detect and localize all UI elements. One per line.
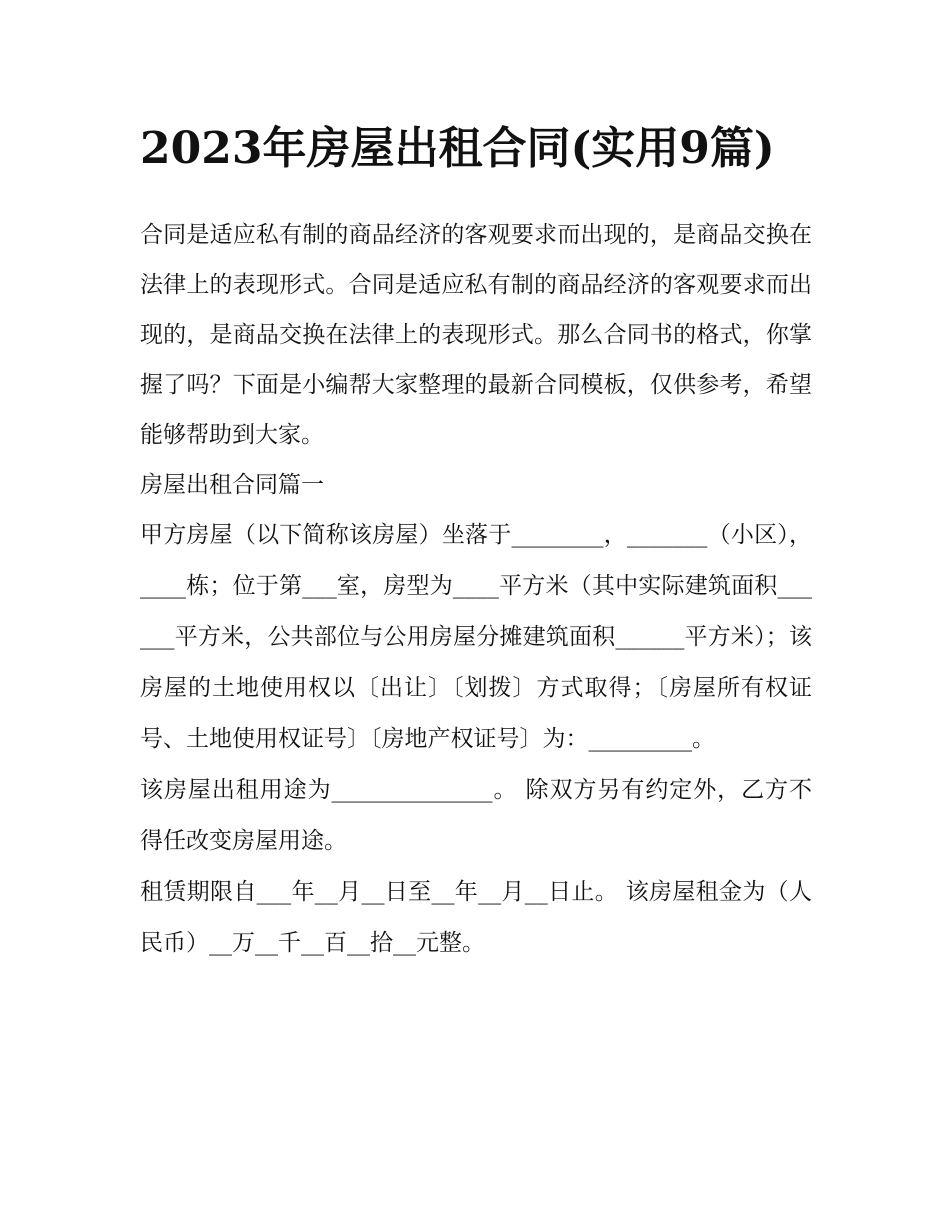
lease-term-paragraph: 租赁期限自___年__月__日至__年__月__日止。 该房屋租金为（人民币）__万__千__百__拾__元整。 [140,879,812,956]
section-heading: 房屋出租合同篇一 [140,472,324,498]
document-title: 2023年房屋出租合同(实用9篇) [140,123,775,174]
intro-paragraph: 合同是适应私有制的商品经济的客观要求而出现的，是商品交换在法律上的表现形式。合同是适应私有制的商品经济的客观要求而出现的，是商品交换在法律上的表现形式。那么合同书的格式，你掌握了吗？下面是小编帮大家整理的最新合同模板，仅供参考，希望能够帮助到大家。 [140,222,812,448]
rental-use-paragraph: 该房屋出租用途为______________。 除双方另有约定外，乙方不得任改变房屋用途。 [140,777,812,854]
property-description-paragraph: 甲方房屋（以下简称该房屋）坐落于________，_______（小区），____栋；位于第___室，房型为____平方米（其中实际建筑面积______平方米，公共部位与公用房屋分摊建筑面积______平方米）；该房屋的土地使用权以〔出让〕〔划拨〕方式取得；〔房屋所有权证号、土地使用权证号〕〔房地产权证号〕为：_________。 [140,522,812,752]
document-page [140,112,812,969]
